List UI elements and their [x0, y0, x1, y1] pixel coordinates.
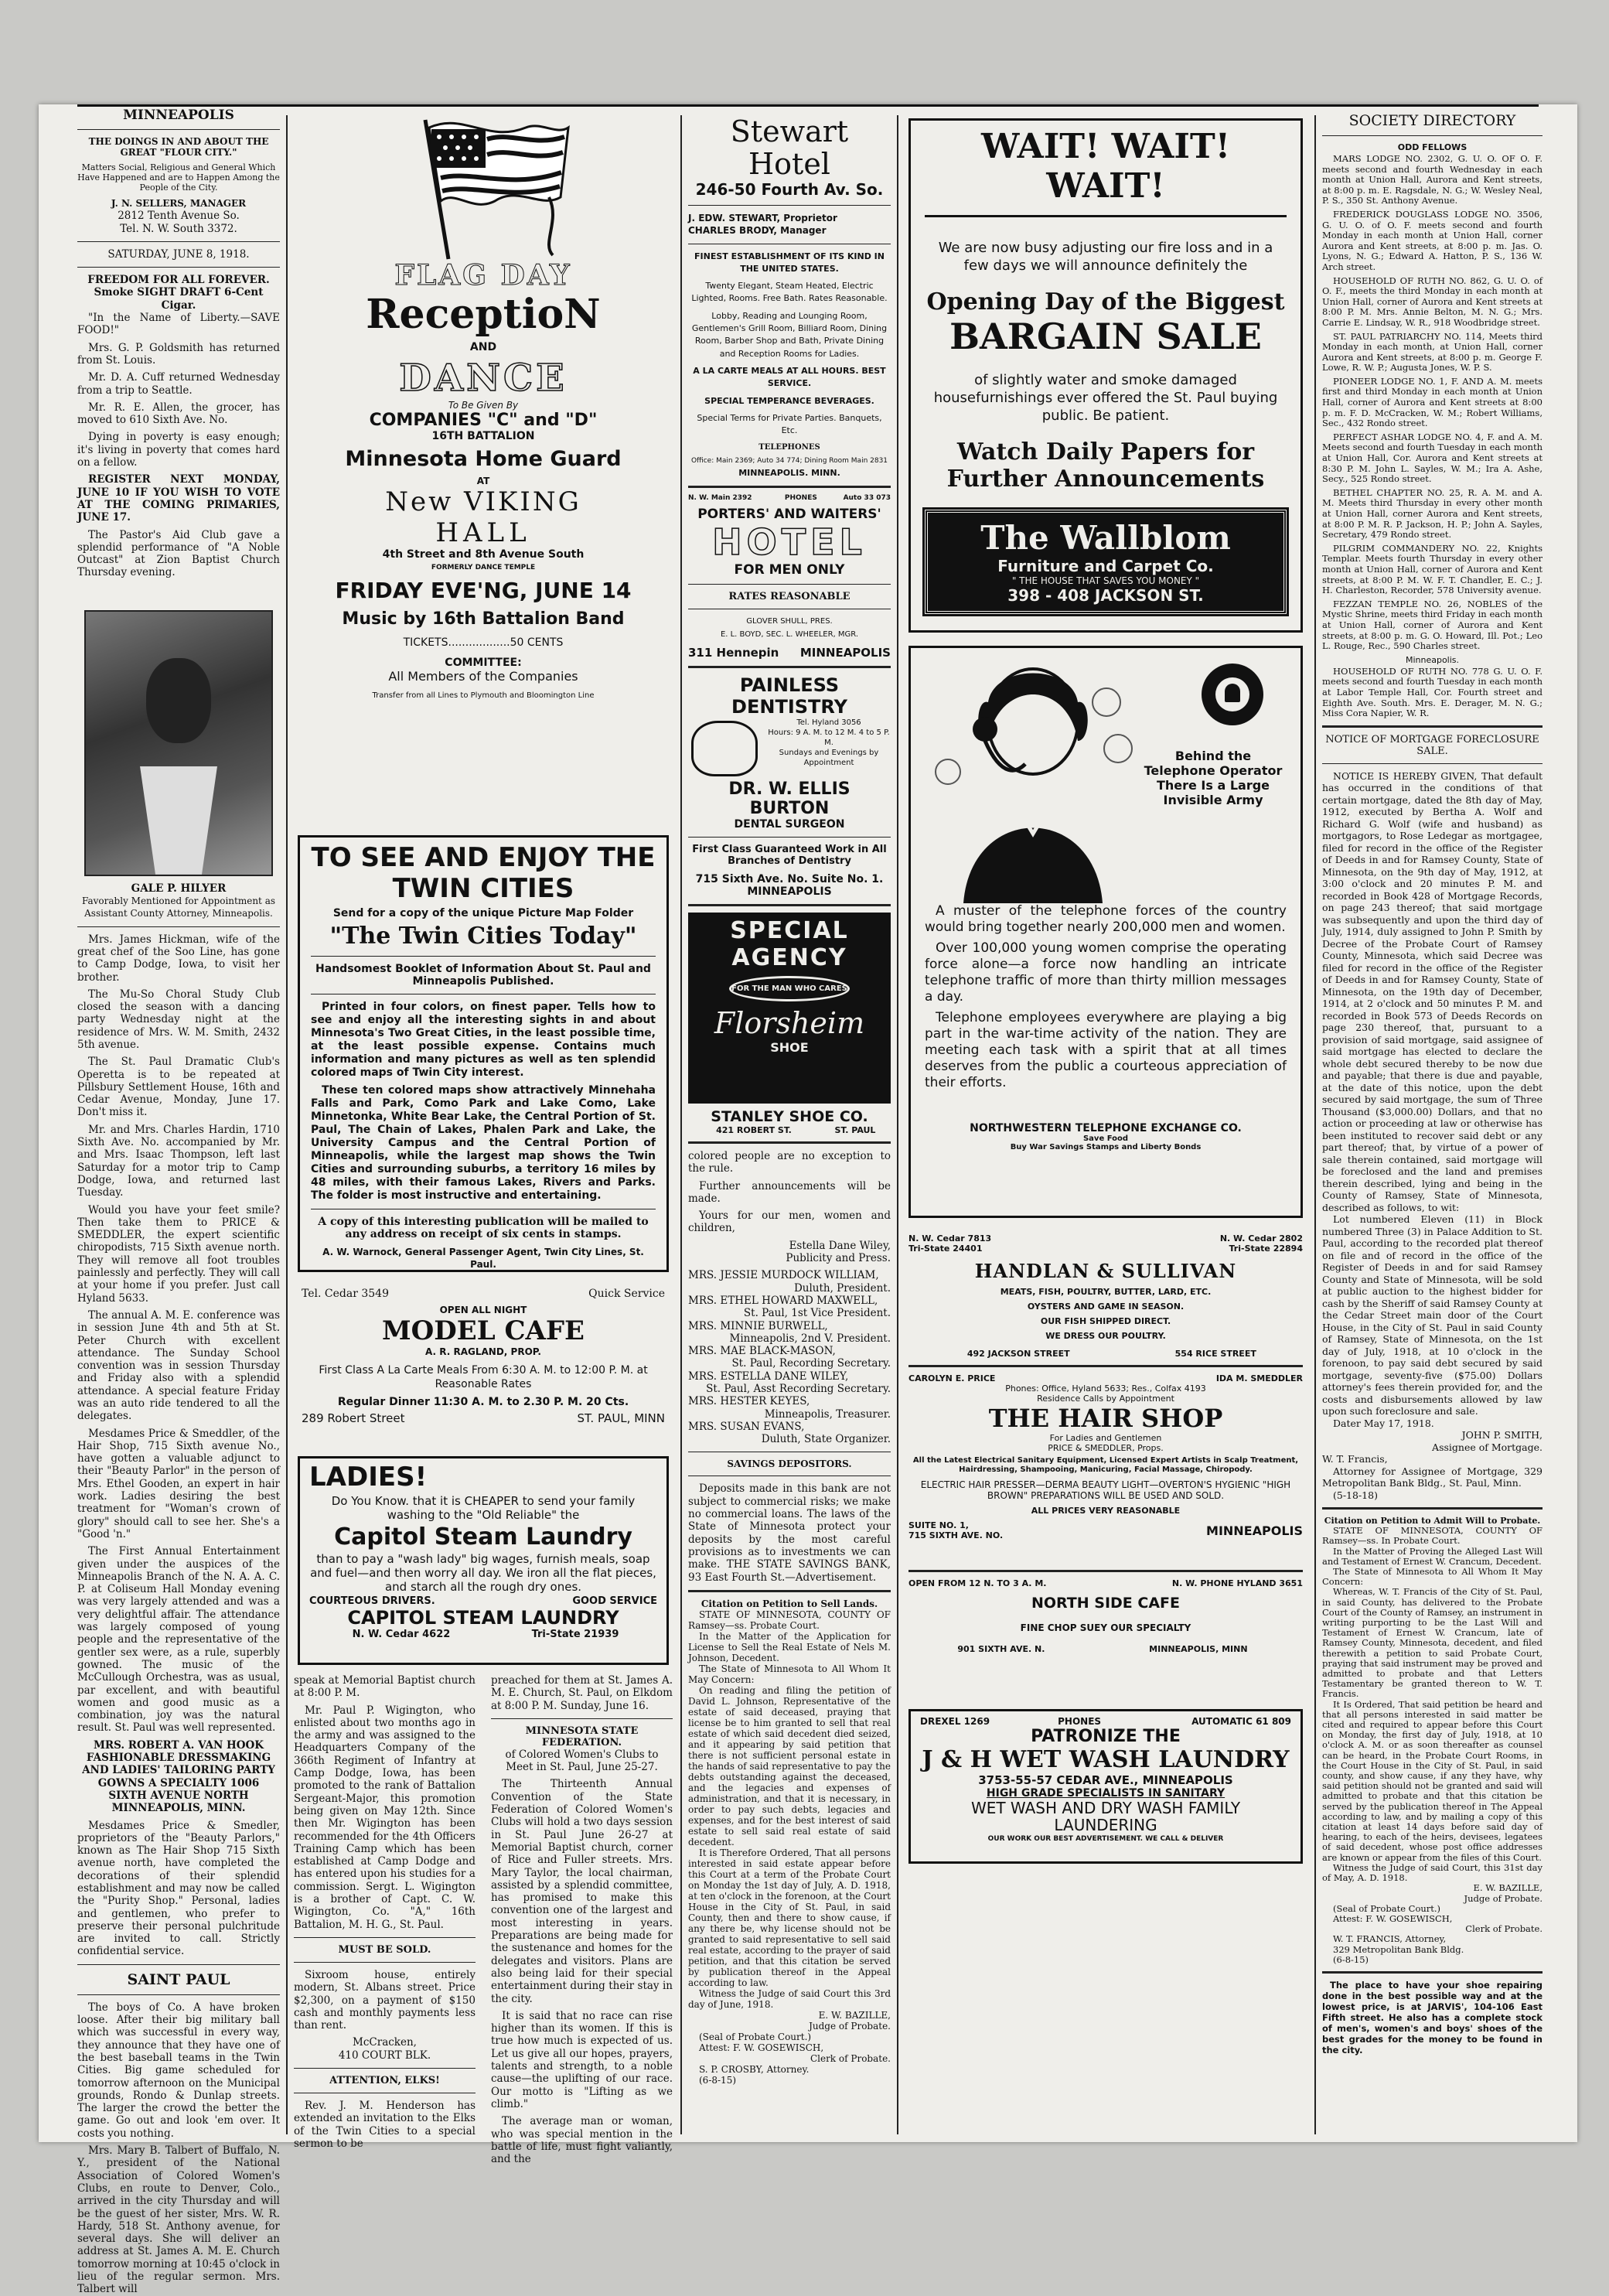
mortgage-dated: Dater May 17, 1918. — [1333, 1417, 1434, 1429]
wet-pat: PATRONIZE THE — [1031, 1727, 1181, 1746]
wait-body-2: of slightly water and smoke damaged housefurnishings ever offered the St. Paul buying public. Be patient. — [933, 372, 1278, 424]
handlan-tel-1: N. W. Cedar 7813 — [908, 1233, 992, 1244]
legal-text: On reading and filing the petition of David L. Johnson, Representative of the estate of said deceased, praying that license be to him granted to sell that real estate of which said decedent died seized, and it appearing by said petition that there is not sufficient personal estate in the hands of said representative to pay the debts outstanding against the deceased, and the legacies and expenses of administration, and that it is necessary, in order to pay such debts, legacies and expenses, and for the best interest of said estate to sell said real estate of said decedent. — [688, 1684, 891, 1847]
agency-ring: FOR THE MAN WHO CARES — [729, 976, 850, 1001]
legal-text: The State of Minnesota to All Whom It May Concern: — [688, 1663, 891, 1685]
liberty: "In the Name of Liberty.—SAVE FOOD!" — [77, 312, 280, 337]
hair-addr: 715 SIXTH AVE. NO. — [908, 1530, 1004, 1540]
wait-bargain: BARGAIN SALE — [949, 316, 1262, 357]
twin-body-1: Printed in four colors, on finest paper. Tells how to see and enjoy all the interesting sights in and about Minnesota's Two Great Cities, in the least possible time, at the least possible expense. Contains much information and many pictures as well as ten splendid colored maps of Twin City interest. — [311, 1001, 656, 1079]
lodge-entry: ST. PAUL PATRIARCHY NO. 114, Meets third Monday in each month, at Union Hall, corner Aurora and Kent streets, at 8:00 p. m. George F. Lowe, R. W. P.; Augusta Jones, W. P. S. — [1322, 330, 1543, 374]
laundry-courteous: COURTEOUS DRIVERS. — [309, 1595, 435, 1607]
dentist-city: MINNEAPOLIS — [747, 885, 832, 898]
column-rule — [1314, 115, 1316, 2134]
stewart-finest: FINEST ESTABLISHMENT OF ITS KIND IN THE UNITED STATES. — [694, 251, 885, 274]
legal-clerk: Clerk of Probate. — [1465, 1923, 1543, 1935]
wet-addr: 3753-55-57 CEDAR AVE., MINNEAPOLIS — [978, 1773, 1233, 1787]
sold-sig-2: 410 COURT BLK. — [338, 2049, 431, 2062]
dentist-sundays: Sundays and Evenings by Appointment — [779, 748, 879, 767]
society-heading: SOCIETY DIRECTORY — [1348, 112, 1516, 129]
former: FORMERLY DANCE TEMPLE — [431, 564, 536, 571]
stewart-tel-h: TELEPHONES — [758, 443, 820, 452]
officer-title: Duluth, State Organizer. — [761, 1433, 891, 1446]
odd-fellows: ODD FELLOWS — [1397, 142, 1468, 152]
lodge-entry: FEZZAN TEMPLE NO. 26, NOBLES of the Mystic Shrine, meets third Friday in each month at Union Hall, corner of Aurora and Kent streets, at 8:00 p. m. G. O. Howard, Ill. Pot.; Leo L. Rouge, Rec., 590 Charles street. — [1322, 598, 1543, 652]
stanley-addr: 421 ROBERT ST. — [716, 1124, 792, 1135]
officer: MRS. HESTER KEYES, — [688, 1395, 810, 1408]
model-dinner: Regular Dinner 11:30 A. M. to 2.30 P. M. 20 Cts. — [337, 1396, 629, 1408]
ads-column — [688, 115, 891, 2142]
legal-attest: Attest: F. W. GOSEWISCH, — [1333, 1912, 1453, 1924]
twin-heading: TO SEE AND ENJOY THE TWIN CITIES — [311, 842, 656, 904]
stewart-rooms: Twenty Elegant, Steam Heated, Electric Lighted, Rooms. Free Bath. Rates Reasonable. — [691, 281, 888, 304]
news-item: Dying in poverty is easy enough; it's living in poverty that comes hard on a fellow. — [77, 431, 280, 469]
twin-title: "The Twin Cities Today" — [329, 923, 637, 950]
manager-address: 2812 Tenth Avenue So. — [118, 210, 240, 223]
issue-date: SATURDAY, JUNE 8, 1918. — [107, 247, 250, 261]
manager-tel: Tel. N. W. South 3372. — [120, 222, 237, 235]
battalion: 16TH BATTALION — [431, 430, 535, 442]
mortgage-sig: JOHN P. SMITH, — [1461, 1429, 1543, 1441]
hair-city: MINNEAPOLIS — [1206, 1523, 1303, 1538]
news-item: Mrs. Mary B. Talbert of Buffalo, N. Y., president of the National Association of Colored Women's Clubs, en route to Denver, Colo., arrived in the city Thursday and will be the guest of her sister, Mrs. W. R. Hardy, 518 St. Anthony avenue, for several days. She will deliver an address at St. James A. M. E. Church tomorrow morning at 10:45 o'clock in lieu of the regular sermon. Mrs. Talbert will — [77, 2144, 280, 2296]
federation-body-2: It is said that no race can rise higher than its women. If this is true how much is expected of us. Let us give all our hopes, prayers, talents and strength, to a noble cause—the uplifting of our race. Our motto is "Lifting as we climb." — [491, 2009, 673, 2110]
porters-phones: PHONES — [784, 494, 817, 503]
savings-body: Deposits made in this bank are not subject to commercial risks; we make no commercial loans. The laws of the State of Minnesota protect your deposits by the most careful provisions as to investments we can make. THE STATE SAVINGS BANK, 93 East Fourth St.—Advertisement. — [688, 1482, 891, 1584]
wet-phones: PHONES — [1058, 1716, 1102, 1727]
model-open: OPEN ALL NIGHT — [439, 1305, 527, 1315]
florsheim-shoe: SHOE — [770, 1039, 809, 1055]
florsheim-ad — [688, 913, 891, 1104]
twin-send: Send for a copy of the unique Picture Map Folder — [332, 907, 634, 919]
officer-title: St. Paul, Recording Secretary. — [731, 1357, 891, 1370]
officer: MRS. ESTELLA DANE WILEY, — [688, 1370, 849, 1383]
telephone-ad — [908, 646, 1303, 1218]
wet-name: J & H WET WASH LAUNDRY — [922, 1746, 1290, 1773]
lodge-entry: HOUSEHOLD OF RUTH NO. 778 G. U. O. F. meets second and fourth Tuesday in each month at Labor Temple Hall, Cor. Fourth street and Eighth Ave. South. Mrs. E. Derager, M. N. G.; Miss Cora Napier, W. R. — [1322, 665, 1543, 719]
porters-men: FOR MEN ONLY — [734, 562, 845, 578]
porters-h1: PORTERS' AND WAITERS' — [697, 507, 881, 523]
col2-bottom-left — [294, 1674, 476, 2150]
officer-title: St. Paul, Asst Recording Secretary. — [706, 1382, 891, 1395]
hair-name-2: IDA M. SMEDDLER — [1215, 1373, 1303, 1383]
federation-body: The Thirteenth Annual Convention of the State Federation of Colored Women's Clubs will hold a two days session in St. Paul June 26-27 at Memorial Baptist church, corner of Rice and Fuller streets. Mrs. Mary Taylor, the local chairman, assisted by a splendid committee, has promised to make this convention one of the largest and most interesting in years. Preparations are being made for the sustenance and homes for the delegates and visitors. Plans are also being laid for their special entertainment during their stay in the city. — [491, 1778, 673, 2005]
wet-family: WET WASH AND DRY WASH FAMILY LAUNDERING — [970, 1799, 1241, 1834]
stewart-city: MINNEAPOLIS. MINN. — [738, 468, 840, 479]
lodge-entry: PILGRIM COMMANDERY NO. 22, Knights Templar. Meets fourth Thursday in every other month at Union Hall, corner of Aurora and Kent streets, at 8:00 P. M. W. F. T. Chandler, E. C.; J. H. Charleston, Recorder, 578 University avenue. — [1322, 542, 1543, 596]
news-item: Mr. and Mrs. Charles Hardin, 1710 Sixth Ave. No. accompanied by Mr. and Mrs. Isaac Thompson, left last Saturday for a motor trip to Camp Dodge, Iowa, and returned last Tuesday. — [77, 1123, 280, 1199]
mortgage-atty: W. T. Francis, — [1322, 1453, 1388, 1465]
laundry-body: Do You Know. that it is CHEAPER to send your family washing to the "Old Reliable" the — [331, 1494, 636, 1522]
bell-seal-icon — [1202, 664, 1263, 725]
telephone-illustration — [925, 656, 1287, 903]
freedom: FREEDOM FOR ALL FOREVER. — [87, 274, 270, 287]
hair-suite: SUITE NO. 1, — [908, 1520, 969, 1530]
lodge-entry: HOUSEHOLD OF RUTH NO. 862, G. U. O. of O. F., meets the third Monday in each month at Union Hall, corner of Aurora and Kent streets at 8:00 P. M. Mrs. Annie Belton, M. N. G.; Mrs. Carrie E. Lindsay, W. R., 918 Woodbridge street. — [1322, 275, 1543, 328]
model-addr: 289 Robert Street — [302, 1411, 405, 1425]
wait-watch: Watch Daily Papers for Further Announcements — [946, 438, 1265, 493]
federation-heading: MINNESOTA STATE FEDERATION. — [525, 1725, 639, 1748]
north-side-cafe-ad — [908, 1570, 1303, 1709]
officer-title: Minneapolis, 2nd V. President. — [729, 1332, 891, 1345]
dentist-hours: Hours: 9 A. M. to 12 M. 4 to 5 P. M. — [768, 728, 890, 747]
legal-clerk: Clerk of Probate. — [810, 2052, 891, 2064]
minneapolis-column — [77, 107, 280, 2296]
news-item: Mr. R. E. Allen, the grocer, has moved to 610 Sixth Ave. No. — [77, 401, 280, 427]
legal-attest: Attest: F. W. GOSEWISCH, — [699, 2042, 824, 2053]
tele-buy: Buy War Savings Stamps and Liberty Bonds — [1010, 1143, 1202, 1151]
and-label: AND — [469, 341, 497, 353]
smoke: Smoke SIGHT DRAFT 6-Cent Cigar. — [94, 286, 264, 312]
wait-heading: WAIT! WAIT! WAIT! — [980, 127, 1231, 206]
federation-body-3: The average man or woman, who was special mention in the battle of life, must fight valiantly, and the — [491, 2115, 673, 2166]
legal-sig-title: Judge of Probate. — [1464, 1892, 1543, 1904]
lodge-entry: FREDERICK DOUGLASS LODGE NO. 3506, G. U. O. of O. F. meets second and fourth Monday in each month at Union Hall, corner Aurora and Kent streets, at 8:00 p. m. Jas. O. Lyons, N. G.; Edward A. Hatton, P. S., 136 W. Arch street. — [1322, 208, 1543, 272]
porters-pres: GLOVER SHULL, PRES. — [746, 617, 833, 626]
stanley-store: STANLEY SHOE CO. — [711, 1107, 868, 1125]
legal-text: STATE OF MINNESOTA, COUNTY OF Ramsey—ss. Probate Court. — [688, 1609, 891, 1631]
tele-body-2: Over 100,000 young women comprise the operating force alone—a force now handling an intricate telephone traffic of more than thirty million messages a day. — [925, 940, 1287, 1005]
committee-members: All Members of the Companies — [388, 669, 578, 684]
lodge-entry: MARS LODGE NO. 2302, G. U. O. OF O. F. meets second and fourth Wednesday in each month at Union Hall, Aurora and Kent streets, at 8:00 p. m. E. Ragsdale, N. G.; W. Wesley Neal, P. S., 350 St. Anthony Avenue. — [1322, 153, 1543, 206]
wet-ad: OUR WORK OUR BEST ADVERTISEMENT. WE CALL & DELIVER — [987, 1835, 1224, 1843]
news-item: Mesdames Price & Smeddler, of the Hair Shop, 715 Sixth avenue No., have gotten a valuable adjunct to their "Beauty Parlor" in the person of Mrs. Ethel Gooden, an expert in hair work. Ladies desiring the best treatment for "Woman's crown of glory" should call to see her. She's a "Good 'n." — [77, 1427, 280, 1540]
model-city: ST. PAUL, MINN — [577, 1411, 665, 1425]
society-column — [1322, 112, 1543, 2142]
wallblom-addr: 398 - 408 JACKSON ST. — [1007, 586, 1204, 605]
legal-attorney: S. P. CROSBY, Attorney. — [699, 2063, 810, 2075]
legal-text: It Is Ordered, That said petition be heard and that all persons interested in said matter be cited and required to appear before this Court on Monday, the first day of July, 1918, at 10 o'clock A. M. or as soon thereafter as counsel can be heard, in the Probate Court Rooms, in the Court House in the City of St. Paul, in said county, and show cause, if any they have, why said petition should not be granted and said will admitted to probate and that this citation be served by the publication thereof in The Appeal according to law, and by mailing a copy of this citation at least 14 days before said day of hearing, to each of the heirs, devisees, legatees of said decedent, whose post office addresses are known or appear from the files of this Court. — [1322, 1698, 1543, 1863]
at-label: AT — [476, 476, 490, 486]
legal-seal: (Seal of Probate Court.) — [699, 2031, 812, 2042]
vanhook-ad: MRS. ROBERT A. VAN HOOK FASHIONABLE DRESSMAKING AND LADIES' TAILORING PARTY GOWNS A SPECIALTY 1006 SIXTH AVENUE NORTH MINNEAPOLIS, MINN. — [82, 1738, 275, 1815]
laundry-phone-2: Tri-State 21939 — [531, 1629, 619, 1640]
hair-res: Residence Calls by Appointment — [1037, 1394, 1174, 1404]
wallblom-name: The Wallblom — [980, 519, 1231, 557]
dentist-hours-block — [688, 718, 891, 780]
news-item: Yours for our men, women and children, — [688, 1209, 891, 1235]
photo-name: GALE P. HILYER — [131, 882, 227, 895]
stewart-terms: Special Terms for Private Parties. Banquets, Etc. — [697, 412, 882, 436]
stewart-lobby: Lobby, Reading and Lounging Room, Gentlemen's Grill Room, Billiard Room, Dining Room, Barber Shop and Bath, Private Dining and Reception Rooms for Ladies. — [691, 310, 888, 359]
music: Music by 16th Battalion Band — [342, 609, 625, 629]
agency-heading: SPECIAL AGENCY — [730, 916, 849, 971]
wallblom-sub: Furniture and Carpet Co. — [997, 557, 1214, 575]
stewart-temp: SPECIAL TEMPERANCE BEVERAGES. — [704, 395, 874, 406]
column-rule — [897, 115, 898, 2134]
model-name: MODEL CAFE — [382, 1315, 585, 1346]
tele-company: NORTHWESTERN TELEPHONE EXCHANGE CO. — [970, 1122, 1242, 1134]
laundry-body-2: than to pay a "wash lady" big wages, furnish meals, soap and fuel—and then worry all day. We iron all the flat pieces, and starch all the rough dry ones. — [310, 1552, 656, 1594]
model-cafe-ad — [302, 1288, 665, 1450]
register-notice: REGISTER NEXT MONDAY, JUNE 10 IF YOU WISH TO VOTE AT THE COMING PRIMARIES, JUNE 17. — [77, 473, 280, 524]
handlan-hairshop — [908, 1233, 1303, 1551]
subhead: THE DOINGS IN AND ABOUT THE GREAT "FLOUR CITY." — [88, 136, 269, 158]
legal-text: Witness the Judge of said Court, this 31st day of May, A. D. 1918. — [1322, 1861, 1543, 1884]
legal-sig: E. W. BAZILLE, — [1473, 1882, 1543, 1894]
porters-hotel: HOTEL — [712, 521, 867, 564]
wet-drexel: DREXEL 1269 — [920, 1716, 990, 1727]
tele-body-3: Telephone employees everywhere are playing a big part in the war-time activity of the nation. They are meeting each task with a spirit that at all times deserves from the public a courteous appreciation of their efforts. — [925, 1010, 1287, 1090]
lodge-entry: PERFECT ASHAR LODGE NO. 4, F. and A. M. Meets second and fourth Tuesday in each month at Union Hall, Cor. Aurora and Kent streets at 8:30 P. M. John L. Sayles, W. M.; Ira A. Ashe, Secy., 525 Rondo street. — [1322, 431, 1543, 485]
companies: COMPANIES "C" and "D" — [369, 411, 598, 430]
col2-bottom-right — [491, 1674, 673, 2166]
saint-paul-heading: SAINT PAUL — [127, 1970, 230, 1988]
legal-sig: E. W. BAZILLE, — [818, 2009, 891, 2021]
handlan-name: HANDLAN & SULLIVAN — [974, 1260, 1237, 1282]
signature: Estella Dane Wiley, — [789, 1239, 891, 1252]
news-item: The Pastor's Aid Club gave a splendid performance of "A Noble Outcast" at Zion Baptist Church Thursday evening. — [77, 528, 280, 579]
handlan-tel-4: Tri-State 22894 — [1229, 1244, 1303, 1254]
hair-for: For Ladies and Gentlemen — [1049, 1433, 1162, 1443]
florsheim-brand: Florsheim — [714, 1005, 865, 1040]
ladies-heading: LADIES! — [309, 1462, 428, 1493]
legal-text: In the Matter of Proving the Alleged Last Will and Testament of Ernest W. Crancum, Decedent. — [1322, 1545, 1543, 1567]
model-quick: Quick Service — [588, 1288, 665, 1300]
hall: HALL — [435, 517, 531, 548]
hair-elec: ELECTRIC HAIR PRESSER—DERMA BEAUTY LIGHT—OVERTON'S HYGIENIC "HIGH BROWN" PREPARATIONS WILL BE USED AND SOLD. — [920, 1479, 1291, 1501]
stewart-mgr: CHARLES BRODY, Manager — [688, 225, 827, 237]
will-heading: Citation on Petition to Admit Will to Probate. — [1324, 1516, 1541, 1527]
officer: MRS. MAE BLACK-MASON, — [688, 1345, 836, 1358]
officer: MRS. ETHEL HOWARD MAXWELL, — [688, 1294, 878, 1307]
top-rule — [77, 104, 1539, 107]
porters-auto: Auto 33 073 — [843, 494, 891, 503]
stewart-name: Stewart Hotel — [730, 114, 849, 181]
column-rule — [286, 115, 288, 2134]
dentist-work: First Class Guaranteed Work in All Branches of Dentistry — [692, 843, 887, 867]
wallblom-logo — [925, 510, 1287, 614]
tickets: TICKETS..................50 CENTS — [403, 636, 564, 649]
legal-text: Witness the Judge of said Court this 3rd day of June, 1918. — [688, 1987, 891, 2010]
ns-chop: FINE CHOP SUEY OUR SPECIALTY — [1020, 1622, 1191, 1633]
stanley-city: ST. PAUL — [834, 1124, 876, 1135]
officer-title: Duluth, President. — [793, 1281, 891, 1295]
tele-save: Save Food — [1082, 1134, 1129, 1143]
legal-dates: (6-8-15) — [1333, 1953, 1369, 1965]
sold-sig: McCracken, — [353, 2036, 417, 2049]
hall-street: 4th Street and 8th Avenue South — [382, 548, 585, 561]
news-item: colored people are no exception to the rule. — [688, 1149, 891, 1175]
mortgage-body: NOTICE IS HEREBY GIVEN, That default has occurred in the conditions of that certain mortgage, dated the 8th day of May, 1912, executed by Bertha A. Wolf and Richard G. Wolf (wife and husband) as mortgagors, to Rose Ledegar as mortgagee, filed for record in the office of the Register of Deeds in and for Ramsey County, State of Minnesota, on the 9th day of May, 1912, at 3:00 o'clock and 20 minutes P. M. and recorded in Book 428 of Mortgage Records, on page 243 thereof; that said mortgage was subsequently and upon the third day of July, 1914, duly assigned to John P. Smith by Decree of the Probate Court of Ramsey County, Minnesota, which said Decree was filed for record in the office of the Register of Deeds in and for Ramsey County, State of Minnesota, on the 19th day of December, 1914, at 2 o'clock and 50 minutes P. M. and recorded in Book 573 of Deeds Records on page 230 thereof, that, pursuant to a provision of said mortgage, said assignee of said mortgage has elected to declare the whole debt secured thereby to be now due and payable; that there is due and payable, at the date of this notice, upon the debt secured by said mortgage, the sum of Three Thousand ($3,000.00) Dollars, and that no action or proceeding at law or otherwise has been instituted to recover said debt or any part thereof; that, by virtue of a power of sale therein contained, said mortgage will be foreclosed and the land and premises therein described, lying and being in the County of Ramsey, State of Minnesota, described as follows, to wit: — [1322, 769, 1543, 1213]
must-be-sold: Sixroom house, entirely modern, St. Albans street. Price $2,300, on a payment of $150 cash and monthly payments less than rent. — [294, 1968, 476, 2032]
mortgage-atty-2: Attorney for Assignee of Mortgage, 329 Metropolitan Bank Bldg., St. Paul, Minn. — [1322, 1465, 1543, 1489]
porters-addr: 311 Hennepin — [688, 645, 779, 660]
citation-heading: Citation on Petition to Sell Lands. — [701, 1598, 878, 1609]
laundry-good: GOOD SERVICE — [572, 1595, 657, 1607]
officer: MRS. SUSAN EVANS, — [688, 1420, 805, 1433]
capitol-laundry-ad — [298, 1456, 669, 1665]
news-item: Mr. D. A. Cuff returned Wednesday from a trip to Seattle. — [77, 371, 280, 397]
legal-dates: (6-8-15) — [699, 2074, 737, 2086]
legal-seal: (Seal of Probate Court.) — [1333, 1902, 1441, 1914]
model-line: First Class A La Carte Meals From 6:30 A. M. to 12:00 P. M. at Reasonable Rates — [319, 1364, 648, 1390]
tele-body-1: A muster of the telephone forces of the country would bring together nearly 200,000 men and women. — [925, 903, 1287, 935]
stewart-tels: Office: Main 2369; Auto 34 774; Dining Room Main 2831 — [690, 456, 888, 465]
news-item: Mr. Paul P. Wigington, who enlisted about two months ago in the army and was assigned to the Headquarters Company of the 366th Regiment of Infantry at Camp Dodge, Iowa, has been promoted to the rank of Battalion Sergeant-Major, this promotion being given on May 12th. Since then Mr. Wigington has been recommended for the 4th Officers Training Camp which has been established at Camp Dodge and has entered upon his studies for a commission. Sergt. L. Wigington is a brother of Capt. C. W. Wigington, Co. "A," 16th Battalion, M. H. G., St. Paul. — [294, 1704, 476, 1931]
dance-title: DANCE — [399, 357, 568, 400]
twin-sub: Handsomest Booklet of Information About St. Paul and Minneapolis Published. — [315, 963, 651, 988]
committee: COMMITTEE: — [445, 657, 522, 669]
legal-text: STATE OF MINNESOTA, COUNTY OF Ramsey—ss. In Probate Court. — [1322, 1525, 1543, 1547]
legal-text: The State of Minnesota to All Whom It May Concern: — [1322, 1566, 1543, 1588]
hair-equip: All the Latest Electrical Sanitary Equipment, Licensed Expert Artists in Scalp Treatment, Hairdressing, Shampooing, Manicuring, Facial Massage, Chiropody. — [912, 1456, 1299, 1474]
stewart-addr: 246-50 Fourth Av. So. — [695, 180, 884, 199]
news-item: The boys of Co. A have broken loose. After their big military ball which was successful in every way, they announce that they have one of the best baseball teams in the Twin Cities. Big game scheduled for tomorrow afternoon on the Municipal grounds, Rondo & Dunlap streets. The larger the crowd the better the game. Go out and look 'em over. It costs you nothing. — [77, 2001, 280, 2140]
signature-title: Publicity and Press. — [786, 1252, 891, 1265]
news-item: speak at Memorial Baptist church at 8:00 P. M. — [294, 1674, 476, 1700]
laundry-name-2: CAPITOL STEAM LAUNDRY — [347, 1607, 619, 1629]
news-item: The Mu-So Choral Study Club closed the season with a dancing party Wednesday night at the residence of Mrs. W. M. Smith, 2432 5th avenue. — [77, 988, 280, 1051]
elks-heading: ATTENTION, ELKS! — [329, 2075, 440, 2087]
news-item: Mrs. James Hickman, wife of the great chef of the Soo Line, has gone to Camp Dodge, Iowa, to visit her brother. — [77, 933, 280, 984]
flag-icon — [294, 112, 673, 259]
porters-nw: N. W. Main 2392 — [688, 494, 752, 503]
photo-caption: Favorably Mentioned for Appointment as Assistant County Attorney, Minneapolis. — [81, 896, 276, 919]
handlan-fish: OUR FISH SHIPPED DIRECT. — [1040, 1316, 1171, 1326]
federation-sub: of Colored Women's Clubs to Meet in St. Paul, June 25-27. — [505, 1748, 659, 1774]
wallblom-motto: " THE HOUSE THAT SAVES YOU MONEY " — [1011, 575, 1200, 586]
officer: MRS. MINNIE BURWELL, — [688, 1319, 828, 1332]
laundry-name: Capitol Steam Laundry — [334, 1523, 632, 1551]
news-item: Mesdames Price & Smedler, proprietors of the "Beauty Parlors," known as The Hair Shop 715 Sixth avenue north, have completed the decorations of their splendid establishment and may now be called the "Purity Shop." Personal, ladies and gentlemen, who prefer to preserve their personal pulchritude are invited to call. Strictly confidential service. — [77, 1819, 280, 1958]
legal-text: It is Therefore Ordered, That all persons interested in said estate appear before this Court at a term of the Probate Court on Monday the 1st day of July, A. D. 1918, at ten o'clock in the forenoon, at the Court House in the City of St. Paul, in said County, then and there to show cause, if any there be, why license should not be granted to said representative to sell said real estate, according to the prayer of said petition, and that this citation be served by publication thereof in the Appeal according to law. — [688, 1847, 891, 1988]
transfer: Transfer from all Lines to Plymouth and Bloomington Line — [372, 691, 595, 700]
dentist-heading: PAINLESS DENTISTRY — [731, 674, 847, 718]
news-item: preached for them at St. James A. M. E. Church, St. Paul, on Elkdom at 8:00 P. M. Sunday, June 16. — [491, 1674, 673, 1712]
hair-name: THE HAIR SHOP — [988, 1404, 1223, 1433]
given-by: To Be Given By — [448, 400, 519, 411]
ns-addr: 901 SIXTH AVE. N. — [957, 1644, 1045, 1654]
wait-opening: Opening Day of the Biggest — [926, 288, 1285, 316]
news-item: Further announcements will be made. — [688, 1179, 891, 1205]
dentist-title: DENTAL SURGEON — [734, 817, 845, 831]
legal-attorney-2: 329 Metropolitan Bank Bldg. — [1333, 1943, 1464, 1955]
portrait-photo — [84, 610, 273, 876]
news-item: Mrs. G. P. Goldsmith has returned from St. Louis. — [77, 341, 280, 367]
officer-title: Minneapolis, Treasurer. — [764, 1407, 891, 1421]
ns-phone: N. W. PHONE HYLAND 3651 — [1171, 1578, 1303, 1588]
news-item: The First Annual Entertainment given under the auspices of the Minneapolis Branch of the N. A. A. C. P. at Coliseum Hall Monday evening was very largely attended and was a very delightful affair. The attendance was largely composed of young people and the representative of the gentler sex were, as a rule, superbly gowned. The music of the McCullough Orchestra, was as usual, par excellent, and with beautiful women and good music as a combination, joy was the natural result. St. Paul was well represented. — [77, 1545, 280, 1735]
hair-props: PRICE & SMEDDLER, Props. — [1048, 1443, 1164, 1453]
stewart-carte: A LA CARTE MEALS AT ALL HOURS. BEST SERVICE. — [693, 365, 886, 389]
mortgage-sig-title: Assignee of Mortgage. — [1432, 1441, 1543, 1453]
ns-city: MINNEAPOLIS, MINN — [1149, 1644, 1248, 1654]
society-mpls: Minneapolis. — [1405, 654, 1460, 665]
porters-city: MINNEAPOLIS — [799, 645, 891, 660]
mortgage-dates: (5-18-18) — [1333, 1489, 1378, 1501]
dentist-tel: Tel. Hyland 3056 — [796, 718, 861, 727]
legal-text: Whereas, W. T. Francis of the City of St. Paul, in said County, has delivered to the Probate Court of the County of Ramsey, an instrument in writing purporting to be the Last Will and Testament of Ernest W. Crancum, late of Ramsey County, Minnesota, decedent, and filed therewith a petition to said Probate Court, praying that said instrument may be proved and admitted to probate and that Letters Testamentary be granted thereon to W. T. Francis. — [1322, 1586, 1543, 1700]
handlan-addr-2: 554 RICE STREET — [1174, 1349, 1256, 1359]
newspaper-page — [39, 104, 1577, 2296]
handlan-addr-1: 492 JACKSON STREET — [966, 1349, 1070, 1359]
elks-body: Rev. J. M. Henderson has extended an invitation to the Elks of the Twin Cities to a special sermon to be — [294, 2100, 476, 2150]
ns-open: OPEN FROM 12 N. TO 3 A. M. — [908, 1578, 1047, 1588]
lodge-entry: BETHEL CHAPTER NO. 25, R. A. M. and A. M. Meets third Thursday in every other month at Union Hall, corner Aurora and Kent streets, at 8:00 P. M. R. P. Jackson, H. P.; John A. Sayles, Secretary, 479 Rondo street. — [1322, 486, 1543, 541]
hair-phones: Phones: Office, Hyland 5633; Res., Colfax 4193 — [1005, 1383, 1206, 1394]
wait-ad — [908, 118, 1303, 633]
handlan-dress: WE DRESS OUR POULTRY. — [1045, 1331, 1166, 1341]
news-item: Would you have your feet smile? Then take them to PRICE & SMEDDLER, the expert scientific chiropodists, 715 Sixth avenue north. They will remove all foot troubles painlessly and perfectly. They will call at your home if you prefer. Just call Hyland 5633. — [77, 1203, 280, 1305]
stewart-prop: J. EDW. STEWART, Proprietor — [688, 213, 837, 223]
must-be-sold-heading: MUST BE SOLD. — [338, 1943, 431, 1956]
twin-copy: A copy of this interesting publication will be mailed to any address on receipt of six cents in stamps. — [318, 1216, 649, 1241]
legal-text: In the Matter of the Application for License to Sell the Real Estate of Nels M. Johnson, Decedent. — [688, 1630, 891, 1663]
handlan-tel-3: N. W. Cedar 2802 — [1219, 1233, 1303, 1244]
legal-sig-title: Judge of Probate. — [809, 2020, 891, 2032]
ns-name: NORTH SIDE CAFE — [1031, 1595, 1181, 1612]
porters-rates: RATES REASONABLE — [728, 591, 851, 603]
news-item: The annual A. M. E. conference was in session June 4th and 5th at St. Peter Church with excellent attendance. The Sunday School convention was in session Thursday and Friday also with a splendid attendance. A special feature Friday was an auto ride tendered to all the delegates. — [77, 1308, 280, 1423]
column-rule — [680, 115, 682, 2134]
legal-attorney: W. T. FRANCIS, Attorney, — [1333, 1933, 1447, 1945]
porters-sec: E. L. BOYD, SEC. L. WHEELER, MGR. — [720, 629, 859, 639]
hair-prices: ALL PRICES VERY REASONABLE — [1031, 1506, 1181, 1516]
wet-auto: AUTOMATIC 61 809 — [1191, 1716, 1291, 1727]
wait-body: We are now busy adjusting our fire loss and in a few days we will announce definitely the — [938, 240, 1273, 274]
news-item: The St. Paul Dramatic Club's Operetta is to be repeated at Pillsbury Settlement House, 16th and Cedar Avenue, Monday, June 17. Don't miss it. — [77, 1056, 280, 1119]
officer-title: St. Paul, 1st Vice President. — [743, 1307, 891, 1320]
officer: MRS. JESSIE MURDOCK WILLIAM, — [688, 1269, 879, 1282]
wet-wash-ad — [908, 1709, 1303, 1864]
twin-body-2: These ten colored maps show attractively Minnehaha Falls and Park, Como Park and Lake Como, Lake Minnetonka, White Bear Lake, the Central Portion of St. Paul, The Chain of Lakes, Phalen Park and Lake, the University Campus and the Central Portion of Minneapolis, while the largest map shows the Twin Cities and surrounding suburbs, a territory 16 miles by 48 miles, with their famous Lakes, Rivers and Parks. The folder is most instructive and entertaining. — [311, 1084, 656, 1202]
behind-text: Behind the Telephone Operator There Is a Large Invisible Army — [1144, 749, 1283, 807]
wet-high: HIGH GRADE SPECIALISTS IN SANITARY — [986, 1787, 1225, 1800]
dentist-name: DR. W. ELLIS BURTON — [728, 779, 851, 818]
operator-icon — [925, 656, 1141, 903]
twin-agent: A. W. Warnock, General Passenger Agent, Twin City Lines, St. Paul. — [322, 1246, 644, 1270]
jarvis-ad: The place to have your shoe repairing done in the best possible way and at the lowest price, is at JARVIS', 104-106 East Fifth street. He also has a complete stock of men's, women's and boys' shoes of the best grades for the money to be found in the city. — [1322, 1979, 1543, 2055]
manager: J. N. SELLERS, MANAGER — [111, 198, 247, 209]
dentist-addr: 715 Sixth Ave. No. Suite No. 1. — [695, 872, 884, 885]
tooth-icon — [691, 721, 758, 776]
new-viking: New VIKING — [385, 486, 581, 517]
flag-day-title: FLAG DAY — [394, 259, 572, 292]
friday: FRIDAY EVE'NG, JUNE 14 — [335, 578, 632, 603]
twin-cities-ad — [298, 835, 669, 1272]
handlan-oysters: OYSTERS AND GAME IN SEASON. — [1027, 1302, 1185, 1312]
lodge-entry: PIONEER LODGE NO. 1, F. AND A. M. meets first and third Monday in each month at Union Hall, corner of Aurora and Kent streets at 8:00 p. m. F. D. McCracken, W. M.; Robert Williams, Sec., 432 Rondo street. — [1322, 375, 1543, 429]
laundry-phone-1: N. W. Cedar 4622 — [352, 1629, 451, 1640]
mortgage-heading: NOTICE OF MORTGAGE FORECLOSURE SALE. — [1325, 733, 1539, 757]
handlan-meats: MEATS, FISH, POULTRY, BUTTER, LARD, ETC. — [1000, 1287, 1212, 1297]
handlan-tel-2: Tri-State 24401 — [908, 1244, 983, 1254]
model-tel: Tel. Cedar 3549 — [302, 1288, 389, 1300]
hair-name-1: CAROLYN E. PRICE — [908, 1373, 996, 1383]
home-guard: Minnesota Home Guard — [345, 447, 622, 471]
model-prop: A. R. RAGLAND, PROP. — [425, 1346, 541, 1357]
mortgage-lot: Lot numbered Eleven (11) in Block numbered Three (3) in Palace Addition to St. Paul, according to the recorded plat thereof on file and of record in the office of the Register of Deeds in and for said Ramsey County and State of Minnesota, will be sold at public auction to the highest bidder for cash by the Sheriff of said Ramsey County at the Cedar Street main door of the Court House, in the City of St. Paul in said County of Ramsey, State of Minnesota, on the 1st day of July, 1918, at 10 o'clock in the forenoon, to pay said debt secured by said mortgage, seventy-five ($75.00) Dollars attorney's fees therein provided for, and the costs and disbursements allowed by law upon such foreclosure and sale. — [1322, 1213, 1543, 1418]
reception-title: ReceptioN — [366, 291, 601, 338]
masthead: MINNEAPOLIS — [123, 107, 234, 123]
savings-heading: SAVINGS DEPOSITORS. — [727, 1458, 852, 1470]
flag-day-ad — [294, 112, 673, 816]
subhead-2: Matters Social, Religious and General Which Have Happened and are to Happen Among the People of the City. — [77, 162, 280, 193]
